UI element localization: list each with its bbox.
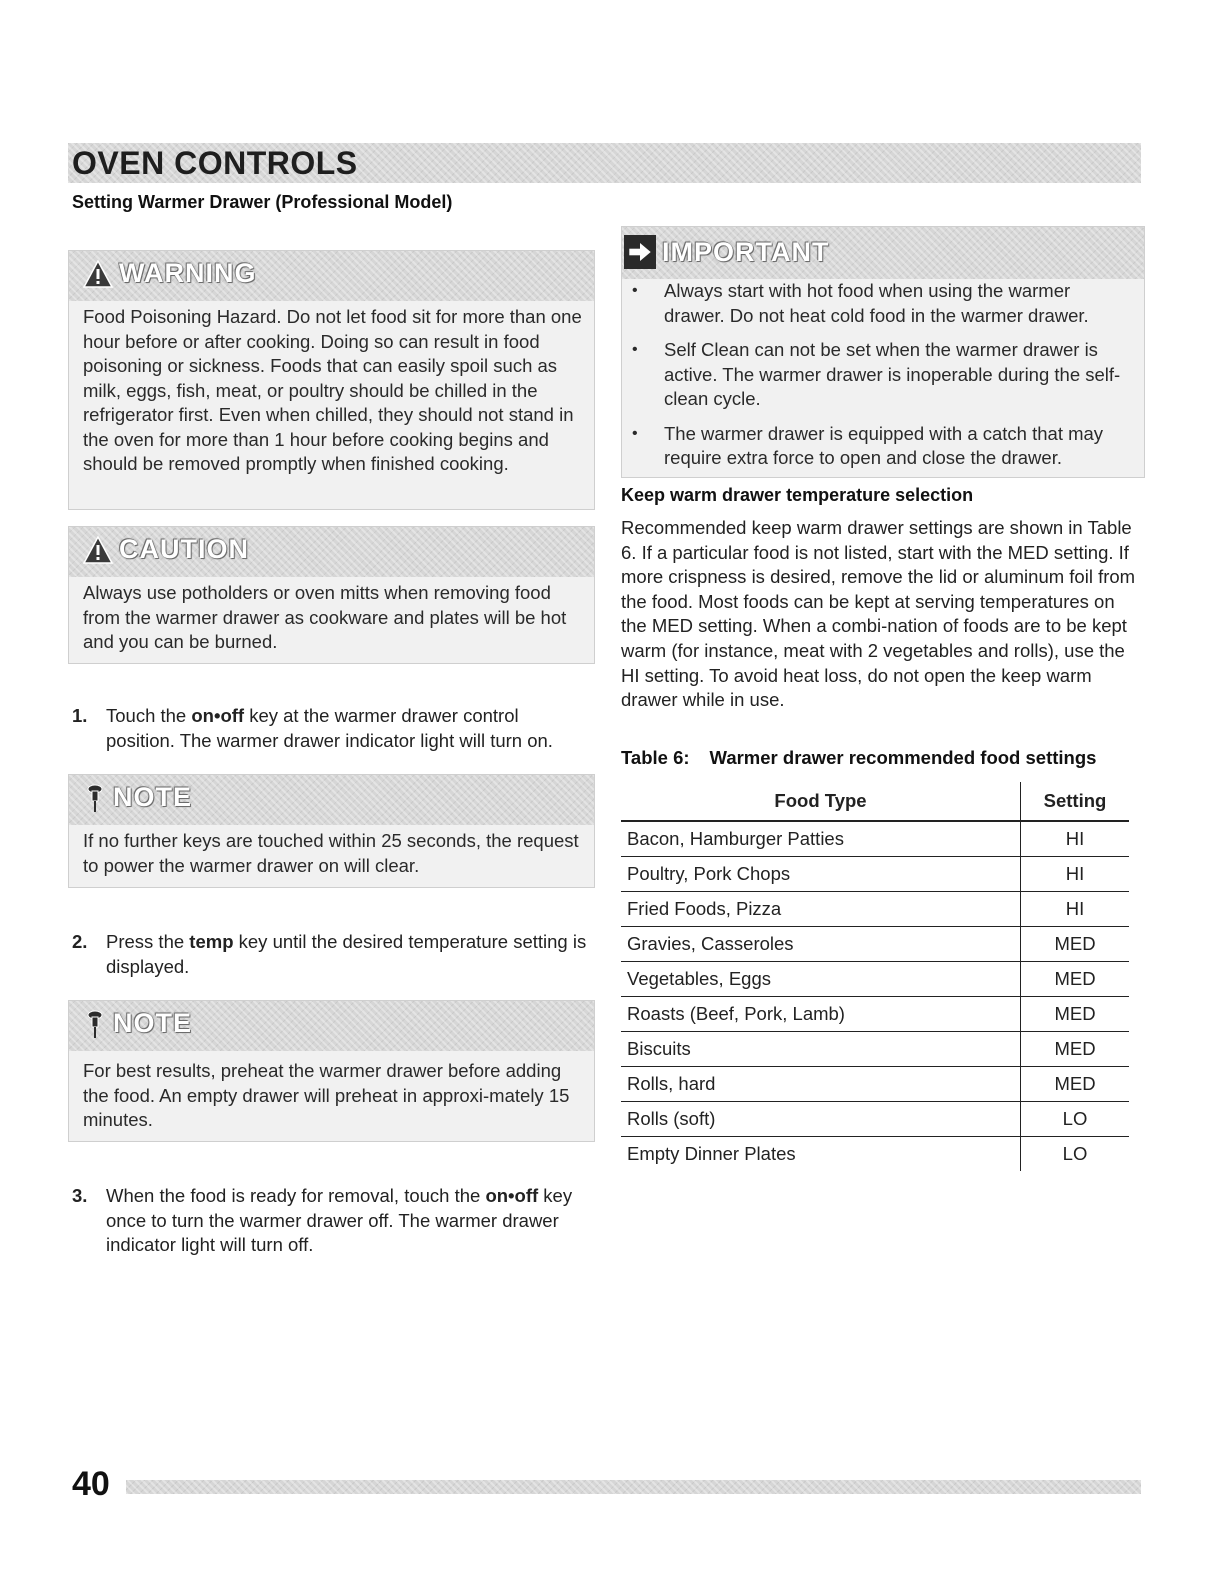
warning-box (68, 250, 595, 510)
header-food-type: Food Type (621, 782, 1021, 821)
setting-cell: HI (1021, 892, 1130, 927)
warning-header (69, 251, 594, 301)
setting-cell: MED (1021, 1032, 1130, 1067)
setting-cell: MED (1021, 962, 1130, 997)
step-text (106, 704, 592, 753)
table-row (621, 857, 1129, 892)
setting-cell: MED (1021, 927, 1130, 962)
step-number: 1. (72, 705, 88, 726)
important-item: • The warmer drawer is equipped with a catch that may require extra force to open and close the drawer. (626, 422, 1132, 471)
important-header (622, 227, 1144, 279)
warning-title: WARNING (119, 258, 257, 288)
warning-triangle-icon (83, 260, 113, 288)
food-settings-table (621, 782, 1129, 1171)
step-number: 2. (72, 931, 88, 952)
note-header (69, 1001, 594, 1051)
important-title: IMPORTANT (662, 236, 830, 267)
note-box-1 (68, 774, 595, 888)
setting-cell: HI (1021, 821, 1130, 857)
setting-cell: HI (1021, 857, 1130, 892)
step-3 (72, 1184, 592, 1258)
table-row (621, 997, 1129, 1032)
table-row (621, 1067, 1129, 1102)
step-text-part: key once to turn the warmer drawer off. The warmer drawer indicator light will turn off. (106, 1185, 573, 1255)
left-subheading: Setting Warmer Drawer (Professional Model) (72, 192, 453, 212)
step-text-part: key until the desired temperature setting is displayed. (106, 931, 587, 977)
setting-cell: MED (1021, 997, 1130, 1032)
step-1 (72, 704, 592, 753)
note-text: If no further keys are touched within 25 seconds, the request to power the warmer drawer on will clear. (83, 830, 579, 876)
table-title: Warmer drawer recommended food settings (709, 747, 1097, 768)
table-row (621, 1102, 1129, 1137)
food-cell: Fried Foods, Pizza (621, 892, 1021, 927)
section-header-bar (68, 143, 1141, 183)
caution-header (69, 527, 594, 577)
note-text: For best results, preheat the warmer drawer before adding the food. An empty drawer will preheat in approxi-mately 15 minutes. (83, 1060, 570, 1130)
warning-triangle-icon (83, 536, 113, 564)
setting-cell: LO (1021, 1102, 1130, 1137)
step-number: 3. (72, 1185, 88, 1206)
important-box (621, 226, 1145, 478)
important-item: • Self Clean can not be set when the warmer drawer is active. The warmer drawer is inoperable during the self-clean cycle. (626, 338, 1132, 412)
key-name: temp (189, 931, 234, 952)
food-cell: Rolls (soft) (621, 1102, 1021, 1137)
food-cell: Empty Dinner Plates (627, 1143, 796, 1164)
caution-title-wrap (83, 534, 249, 565)
warning-text: Food Poisoning Hazard. Do not let food sit for more than one hour before or after cooking. Doing so can result in food poisoning or sickness. Foods that can easily spoil such as milk, eggs, fish, meat, or poultry should be chilled in the refrigerator first. Even when chilled, they should not stand in the oven for more than 1 hour before cooking begins and should be removed promptly when finished cooking. (83, 306, 582, 474)
arrow-right-icon (624, 235, 656, 269)
step-text (106, 930, 592, 979)
section-title: OVEN CONTROLS (72, 145, 358, 181)
warning-title-wrap (83, 258, 257, 289)
table-label: Table 6: (621, 747, 690, 768)
page-number: 40 (72, 1465, 110, 1503)
right-subheading: Keep warm drawer temperature selection (621, 485, 974, 505)
key-name: on•off (485, 1185, 539, 1206)
setting-cell: LO (1021, 1137, 1130, 1172)
pushpin-icon (83, 1009, 107, 1039)
table-caption (621, 747, 1096, 769)
caution-box (68, 526, 595, 664)
table-row (621, 821, 1129, 857)
important-title-wrap (624, 235, 829, 269)
step-text-part: key at the warmer drawer control position. The warmer drawer indicator light will turn on. (106, 705, 553, 751)
important-list (626, 279, 1132, 471)
note-header (69, 775, 594, 825)
note-title: NOTE (113, 782, 193, 812)
food-cell: Rolls, hard (621, 1067, 1021, 1102)
table-row (621, 892, 1129, 927)
food-cell: Bacon, Hamburger Patties (621, 821, 1021, 857)
settings-paragraph: Recommended keep warm drawer settings are shown in Table 6. If a particular food is not listed, start with the MED setting. If more crispness is desired, remove the lid or aluminum foil from the food. Most foods can be kept at serving temperatures on the MED setting. When a combi-nation of foods are to be kept warm (for instance, meat with 2 vegetables and rolls), use the HI setting. To avoid heat loss, do not open the keep warm drawer while in use. (621, 517, 1136, 711)
table-row (621, 1137, 1129, 1172)
food-cell: Roasts (Beef, Pork, Lamb) (621, 997, 1021, 1032)
table-header-row (621, 782, 1129, 821)
key-name: on•off (191, 705, 245, 726)
note-title-wrap (83, 782, 192, 813)
table-row (621, 927, 1129, 962)
important-body (622, 279, 1144, 491)
important-item: • Always start with hot food when using the warmer drawer. Do not heat cold food in the warmer drawer. (626, 279, 1132, 328)
footer-bar (126, 1480, 1141, 1494)
note-box-2 (68, 1000, 595, 1142)
step-text-part: When the food is ready for removal, touch the (106, 1185, 486, 1206)
food-cell: Vegetables, Eggs (621, 962, 1021, 997)
step-text (106, 1184, 592, 1258)
caution-title: CAUTION (119, 534, 249, 564)
note-title-wrap (83, 1008, 192, 1039)
pushpin-icon (83, 783, 107, 813)
header-setting: Setting (1021, 782, 1130, 821)
caution-text: Always use potholders or oven mitts when removing food from the warmer drawer as cookware and plates will be hot and you can be burned. (83, 582, 567, 652)
table-row (621, 1032, 1129, 1067)
food-cell: Poultry, Pork Chops (621, 857, 1021, 892)
food-cell: Gravies, Casseroles (621, 927, 1021, 962)
food-cell: Biscuits (621, 1032, 1021, 1067)
step-text-part: Touch the (106, 705, 192, 726)
step-2 (72, 930, 592, 979)
table-row (621, 962, 1129, 997)
step-text-part: Press the (106, 931, 190, 952)
setting-cell: MED (1021, 1067, 1130, 1102)
note-title: NOTE (113, 1008, 193, 1038)
